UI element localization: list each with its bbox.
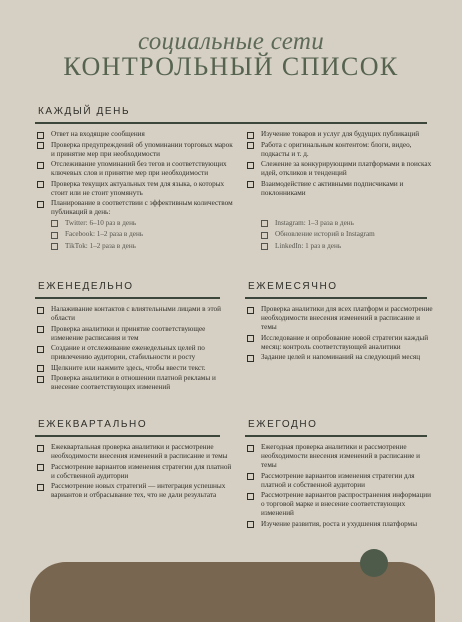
checklist-subitem-text: Twitter: 6–10 раз в день [65,218,137,227]
checkbox-icon[interactable] [37,445,44,452]
checklist-item [245,180,435,198]
checklist-item-text: Рассмотрение вариантов изменения стратегии для платной и собственной аудитории [51,462,232,480]
checklist-item [35,364,235,373]
checklist-item-text: Рассмотрение вариантов изменения стратегии для платной и собственной аудитории [261,471,415,489]
checkbox-icon[interactable] [247,521,254,528]
checklist-item [245,141,435,159]
checklist-subitem [35,230,235,239]
checklist-subitem [245,242,435,251]
monthly-list [245,305,435,364]
checklist-item [35,325,235,343]
checklist-item-text: Ответ на входящие сообщения [51,130,145,138]
section-heading-daily: КАЖДЫЙ ДЕНЬ [38,106,131,117]
checklist-item [35,130,235,139]
section-heading-monthly: ЕЖЕМЕСЯЧНО [248,281,338,292]
quarterly-list [35,443,235,502]
checklist-subitem-text: Facebook: 1–2 раза в день [65,230,144,238]
checklist-item-text: Проверка предупреждений об упоминании торговых марок и принятие мер при необходимости [51,140,233,158]
checkbox-icon[interactable] [261,243,268,250]
checklist-subitem-text: LinkedIn: 1 раз в день [275,241,342,250]
checkbox-icon[interactable] [37,307,44,314]
checklist-item-text: Проверка аналитики в отношении платной рекламы и внесение соответствующих изменений [51,374,216,391]
checklist-item [245,520,435,529]
section-rule-monthly [245,297,427,299]
checklist-item [245,491,435,518]
checklist-item [245,472,435,490]
checklist-subitem [35,219,235,228]
checklist-item-text: Работа с оригинальным контентом: блоги, видео, подкасты и т. д. [261,140,412,158]
checkbox-icon[interactable] [51,232,58,239]
checkbox-icon[interactable] [37,142,44,149]
checkbox-icon[interactable] [247,473,254,480]
section-heading-yearly: ЕЖЕГОДНО [248,419,318,430]
checklist-item [35,199,235,217]
checklist-subitem [245,219,435,228]
checklist-item-text: Ежеквартальная проверка аналитики и рассмотрение необходимости внесения изменений в расписание и темы [51,443,228,460]
checklist-item-text: Взаимодействие с активными подписчиками и поклонниками [261,179,404,197]
section-heading-weekly: ЕЖЕНЕДЕЛЬНО [38,281,134,292]
checklist-item-text: Щелкните или нажмите здесь, чтобы ввести текст. [51,363,206,372]
checklist-item-text: Изучение развития, роста и ухудшения платформы [261,519,418,528]
checklist-item [35,374,235,392]
checklist-item [35,141,235,159]
checkbox-icon[interactable] [247,132,254,139]
checklist-subitem-text: Instagram: 1–3 раза в день [275,218,354,227]
decorative-circle [360,549,388,577]
checklist-item-text: Планирование в соответствии с эффективным количеством публикаций в день: [51,199,233,216]
section-rule-weekly [35,297,220,299]
checklist-subitem-text: TikTok: 1–2 раза в день [65,241,136,250]
page-subtitle: социальные сети [137,28,325,55]
checklist-item-text: Налаживание контактов с влиятельными лицами в этой области [51,305,221,322]
checklist-item-text: Отслеживание упоминаний без тегов и соответствующих ключевых слов и принятие мер при необходимости [51,160,227,177]
checklist-item [245,305,435,332]
checklist-item [35,443,235,461]
checklist-item-text: Рассмотрение новых стратегий — интеграция успешных вариантов и отбрасывание тех, что не дали результата [51,482,226,499]
checklist-subitem-text: Обновление историй в Instagram [275,230,375,238]
checklist-item-text: Проверка аналитики и принятие соответствующее изменение расписания и тем [51,324,206,342]
section-rule-yearly [245,435,427,437]
checklist-item [35,482,235,500]
checkbox-icon[interactable] [261,220,268,227]
checklist-subitem [245,230,435,239]
checkbox-icon[interactable] [37,201,44,208]
checkbox-icon[interactable] [37,132,44,139]
checkbox-icon[interactable] [247,355,254,362]
checklist-item-text: Создание и отслеживание еженедельных целей по привлечению аудитории, стабильности и росту [51,344,205,361]
yearly-list [245,443,435,530]
page-title: КОНТРОЛЬНЫЙ СПИСОК [63,52,399,81]
section-rule-quarterly [35,435,220,437]
checklist-item-text: Ежегодная проверка аналитики и рассмотрение необходимости внесения изменений в расписание и темы [261,443,420,469]
list-spacer [245,199,435,217]
checklist-item [245,334,435,352]
checkbox-icon[interactable] [261,232,268,239]
checkbox-icon[interactable] [37,376,44,383]
daily-right-list [245,130,435,253]
checkbox-icon[interactable] [37,346,44,353]
checkbox-icon[interactable] [247,445,254,452]
section-rule-daily [35,122,427,124]
checkbox-icon[interactable] [37,181,44,188]
checklist-item [245,130,435,139]
checkbox-icon[interactable] [37,365,44,372]
checklist-item [35,463,235,481]
checklist-item-text: Слежение за конкурирующими платформами в поисках идей, откликов и тенденций [261,160,432,177]
checkbox-icon[interactable] [37,464,44,471]
checkbox-icon[interactable] [247,493,254,500]
checkbox-icon[interactable] [247,162,254,169]
daily-left-list [35,130,235,253]
checklist-item [35,160,235,178]
checklist-item-text: Проверка текущих актуальных тем для языка, о которых стоит или не стоит упомянуть [51,179,225,197]
checkbox-icon[interactable] [37,162,44,169]
checklist-item [35,305,235,323]
checkbox-icon[interactable] [37,484,44,491]
checkbox-icon[interactable] [247,307,254,314]
checklist-item [35,180,235,198]
checklist-item-text: Рассмотрение вариантов распространения информации о торговой марке и внесение соответствующих изменений [261,491,431,517]
checklist-item [245,160,435,178]
checklist-item [35,344,235,362]
checkbox-icon[interactable] [51,243,58,250]
checklist-item-text: Проверка аналитики для всех платформ и рассмотрение необходимости внесения изменений в расписание и темы [261,305,433,331]
weekly-list [35,305,235,394]
checklist-item-text: Изучение товаров и услуг для будущих публикаций [261,130,420,138]
checklist-item-text: Исследование и опробование новой стратегии каждый месяц: контроль соответствующей аналитики [261,333,429,351]
checklist-item [245,443,435,470]
checkbox-icon[interactable] [37,326,44,333]
checkbox-icon[interactable] [247,181,254,188]
section-heading-quarterly: ЕЖЕКВАРТАЛЬНО [38,419,148,430]
checklist-item-text: Задание целей и напоминаний на следующий месяц [261,353,421,361]
checkbox-icon[interactable] [247,335,254,342]
checklist-item [245,353,435,362]
checklist-subitem [35,242,235,251]
checkbox-icon[interactable] [247,142,254,149]
checkbox-icon[interactable] [51,220,58,227]
